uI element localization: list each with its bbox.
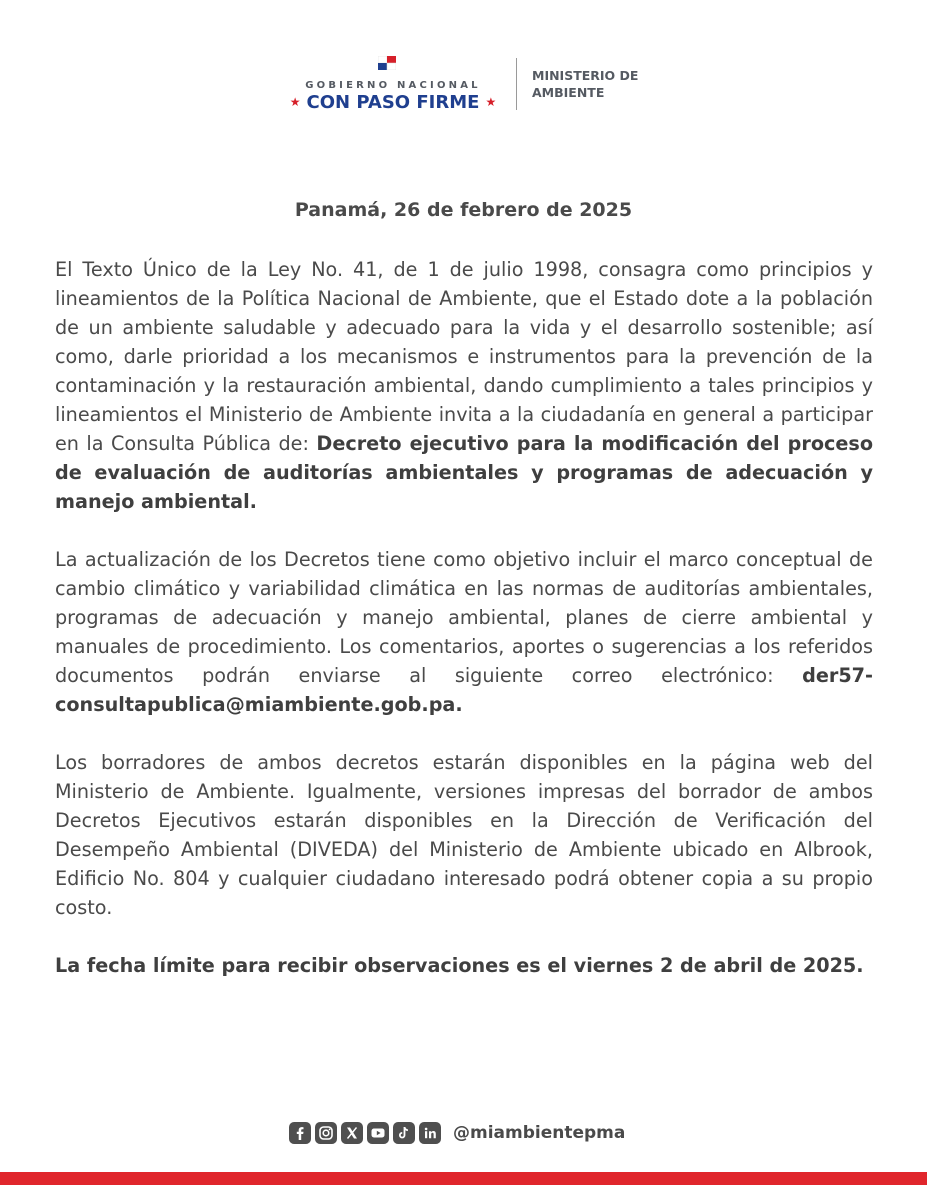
paragraph-2-text: La actualización de los Decretos tiene como objetivo incluir el marco conceptual de cambio climático y variabilidad climática en las normas de auditorías ambientales, programas de adecuación y manejo ambiental, planes de cierre ambiental y manuales de procedimiento. Los comentarios, aportes o sugerencias a los referidos documentos podrán enviarse al siguiente correo electrónico: — [55, 548, 873, 687]
tiktok-icon[interactable] — [393, 1122, 415, 1144]
facebook-icon[interactable] — [289, 1122, 311, 1144]
paragraph-1-bold: Decreto ejecutivo para la modificación del proceso de evaluación de auditorías ambientales y programas de adecuación y manejo ambiental. — [55, 432, 873, 513]
paragraph-1 — [55, 255, 873, 516]
header-divider — [516, 58, 517, 110]
linkedin-icon[interactable] — [419, 1122, 441, 1144]
youtube-icon[interactable] — [367, 1122, 389, 1144]
star-icon: ★ — [485, 95, 497, 109]
paragraph-3: Los borradores de ambos decretos estarán disponibles en la página web del Ministerio de Ambiente. Igualmente, versiones impresas del borrador de ambos Decretos Ejecutivos estarán disponibles en la Dirección de Verificación del Desempeño Ambiental (DIVEDA) del Ministerio de Ambiente ubicado en Albrook, Edificio No. 804 y cualquier ciudadano interesado podrá obtener copia a su propio costo. — [55, 751, 873, 919]
gov-slogan-row — [280, 92, 506, 113]
document-body — [55, 255, 873, 1009]
paragraph-2 — [55, 545, 873, 719]
gov-line-1: GOBIERNO NACIONAL — [305, 80, 481, 91]
panama-flag-icon — [378, 56, 396, 70]
star-icon: ★ — [289, 95, 301, 109]
header — [0, 52, 927, 116]
deadline-notice: La fecha límite para recibir observaciones es el viernes 2 de abril de 2025. — [55, 954, 864, 977]
x-icon[interactable] — [341, 1122, 363, 1144]
gov-slogan: CON PASO FIRME — [306, 92, 480, 113]
ministry-line-1: MINISTERIO DE — [532, 68, 639, 83]
ministry-line-2: AMBIENTE — [532, 85, 605, 100]
social-handle[interactable]: @miambientepma — [453, 1123, 626, 1143]
social-row — [289, 1121, 625, 1145]
ministry-name — [532, 67, 638, 101]
paragraph-1-text: El Texto Único de la Ley No. 41, de 1 de julio 1998, consagra como principios y lineamientos de la Política Nacional de Ambiente, que el Estado dote a la población de un ambiente saludable y adecuado para la vida y el desarrollo sostenible; así como, darle prioridad a los mecanismos e instrumentos para la prevención de la contaminación y la restauración ambiental, dando cumplimiento a tales principios y lineamientos el Ministerio de Ambiente invita a la ciudadanía en general a participar en la Consulta Pública de: — [55, 258, 873, 455]
document-date: Panamá, 26 de febrero de 2025 — [294, 199, 633, 221]
instagram-icon[interactable] — [315, 1122, 337, 1144]
footer-red-bar — [0, 1172, 927, 1185]
government-logo — [280, 52, 506, 116]
contact-email[interactable]: der57-consultapublica@miambiente.gob.pa. — [55, 664, 873, 716]
